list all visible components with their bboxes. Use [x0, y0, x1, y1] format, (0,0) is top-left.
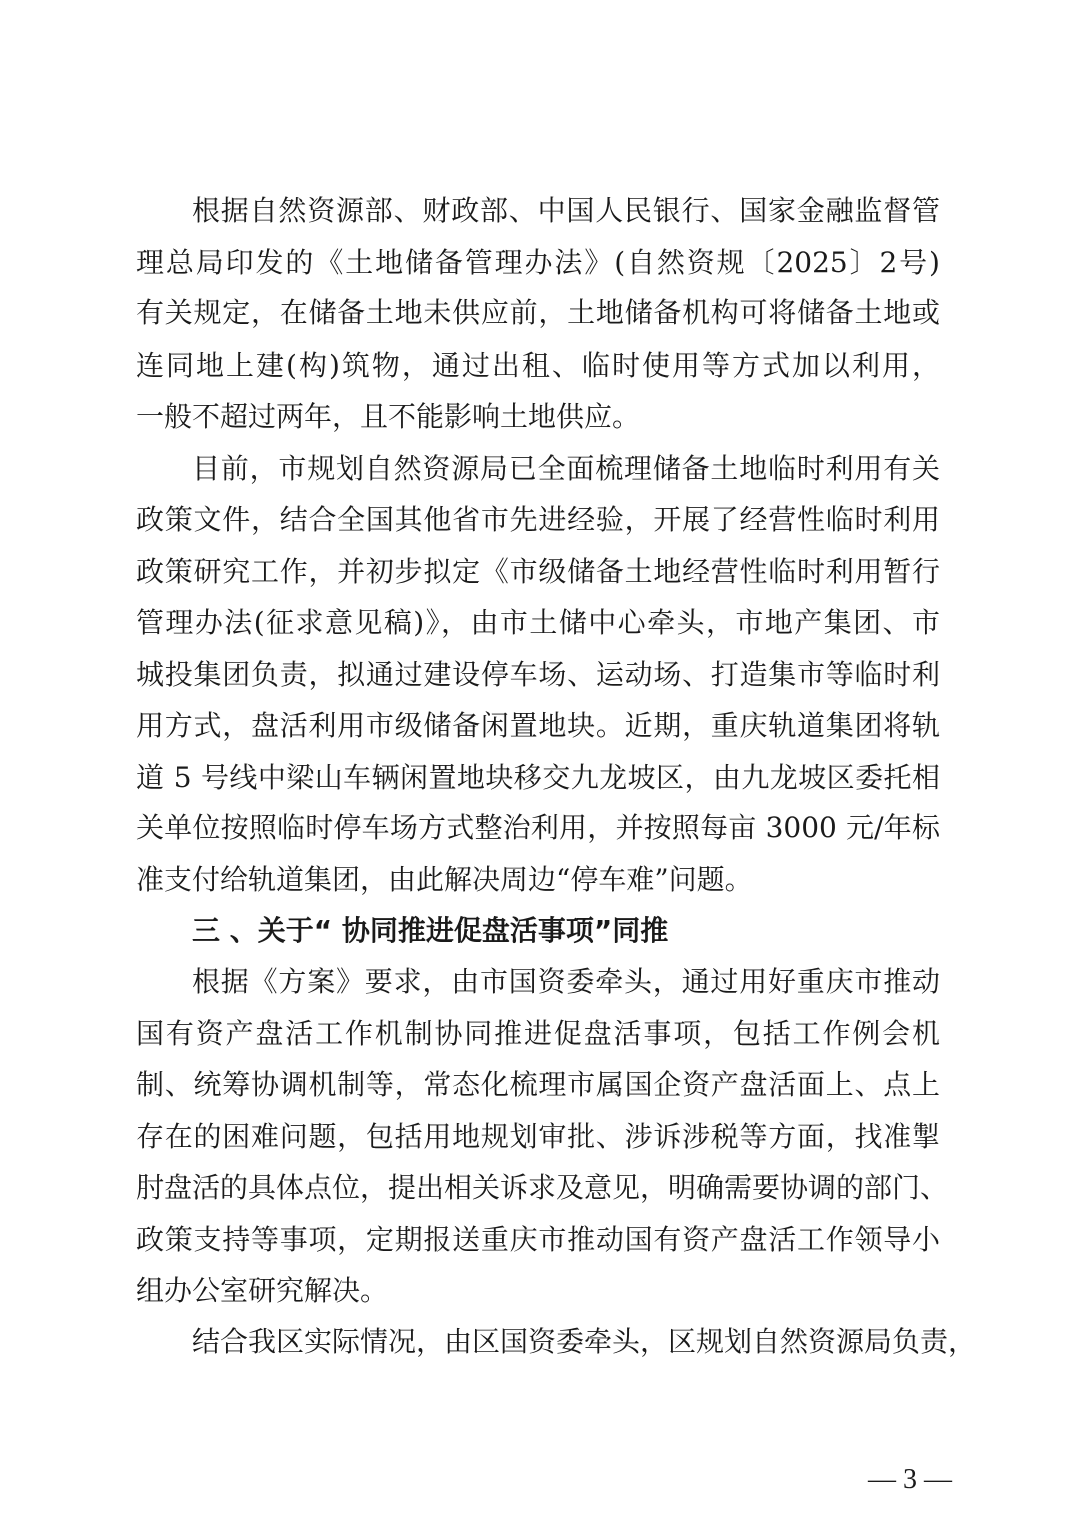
paragraph-line: 连同地上建(构)筑物，通过出租、临时使用等方式加以利用， — [136, 349, 940, 382]
paragraph-line: 根据《方案》要求，由市国资委牵头，通过用好重庆市推动 — [192, 965, 940, 998]
paragraph-line: 管理办法(征求意见稿)》，由市土储中心牵头，市地产集团、市 — [136, 606, 940, 639]
paragraph-line: 根据自然资源部、财政部、中国人民银行、国家金融监督管 — [192, 194, 940, 227]
paragraph-line: 关单位按照临时停车场方式整治利用，并按照每亩 3000 元/年标 — [136, 811, 940, 844]
paragraph-line: 结合我区实际情况，由区国资委牵头，区规划自然资源局负责， — [192, 1325, 977, 1358]
paragraph-line: 政策研究工作，并初步拟定《市级储备土地经营性临时利用暂行 — [136, 555, 940, 588]
paragraph-line: 有关规定，在储备土地未供应前，土地储备机构可将储备土地或 — [136, 296, 940, 329]
paragraph-line: 准支付给轨道集团，由此解决周边“停车难”问题。 — [136, 863, 753, 896]
paragraph-line: 政策支持等事项，定期报送重庆市推动国有资产盘活工作领导小 — [136, 1223, 940, 1256]
paragraph-line: 存在的困难问题，包括用地规划审批、涉诉涉税等方面，找准掣 — [136, 1120, 940, 1153]
paragraph-line: 肘盘活的具体点位，提出相关诉求及意见，明确需要协调的部门、 — [136, 1171, 949, 1204]
paragraph-line: 理总局印发的《土地储备管理办法》(自然资规〔2025〕2号) — [136, 246, 940, 279]
section-heading: 三 、关于“ 协同推进促盘活事项”同推 — [192, 914, 669, 947]
paragraph-line: 组办公室研究解决。 — [136, 1274, 389, 1307]
paragraph-line: 城投集团负责，拟通过建设停车场、运动场、打造集市等临时利 — [136, 658, 940, 691]
paragraph-line: 用方式，盘活利用市级储备闲置地块。近期，重庆轨道集团将轨 — [136, 709, 940, 742]
paragraph-line: 道 5 号线中梁山车辆闲置地块移交九龙坡区，由九龙坡区委托相 — [136, 761, 940, 794]
paragraph-line: 国有资产盘活工作机制协同推进促盘活事项，包括工作例会机 — [136, 1017, 940, 1050]
paragraph-line: 一般不超过两年，且不能影响土地供应。 — [136, 400, 641, 433]
paragraph-line: 制、统筹协调机制等，常态化梳理市属国企资产盘活面上、点上 — [136, 1068, 940, 1101]
paragraph-line: 政策文件，结合全国其他省市先进经验，开展了经营性临时利用 — [136, 503, 940, 536]
page-number: — 3 — — [868, 1464, 952, 1495]
paragraph-line: 目前，市规划自然资源局已全面梳理储备土地临时利用有关 — [192, 452, 940, 485]
